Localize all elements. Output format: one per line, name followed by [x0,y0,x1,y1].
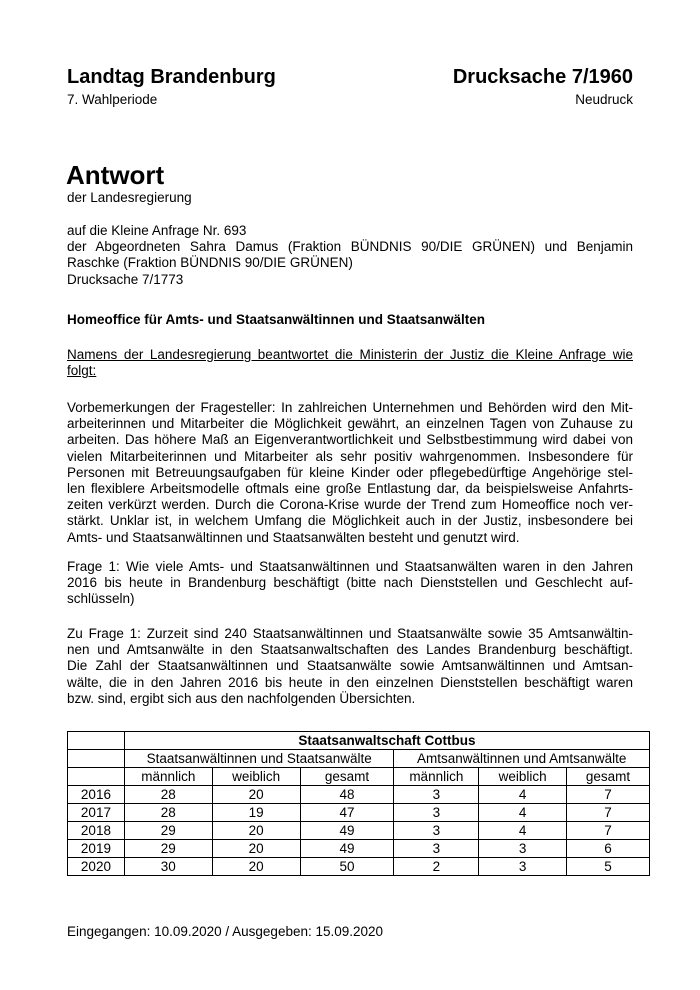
preamble-line: arbeiterinnen und Mitarbeiter die Möglichkeit gewährt, an einzelnen Tagen von Zuhause zu [67,416,633,432]
column-header: weiblich [479,768,567,786]
answer-1-line: Die Zahl der Staatsanwältinnen und Staatsanwälte sowie Amtsanwältinnen und Amtsan- [67,658,633,674]
answer-1-line: wälte, die in den Jahren 2016 bis heute in den einzelnen Dienststellen beschäftigt waren [67,674,633,690]
column-header: gesamt [567,768,650,786]
table-cell: 4 [479,804,567,822]
question-1-line: Frage 1: Wie viele Amts- und Staatsanwältinnen und Staatsanwälten waren in den Jahren [67,559,633,574]
table-cell: 19 [212,804,300,822]
table-cell: 49 [300,822,394,840]
question-1-line: schlüsseln) [67,591,135,607]
column-header: männlich [394,768,479,786]
preamble-line: arbeiten. Das höhere Maß an Eigenverantwortlichkeit und Selbstbestimmung wird dabei von [67,432,633,448]
table-cell: 20 [212,840,300,858]
inquiry-line: auf die Kleine Anfrage Nr. 693 [67,223,247,238]
inquiry-line: Drucksache 7/1773 [67,271,184,287]
group-header-prosecutors: Staatsanwältinnen und Staatsanwälte [124,750,394,768]
table-cell: 30 [124,858,212,876]
preamble-line: stärkt. Unklar ist, in welchem Umfang die Möglichkeit auch in der Justiz, insbesondere bei [67,513,633,529]
footer-dates: Eingegangen: 10.09.2020 / Ausgegeben: 15.09.2020 [67,924,384,939]
table-corner-cell [68,750,125,768]
year-cell: 2020 [68,858,125,876]
reprint-label: Neudruck [575,92,633,107]
preamble-line: len flexiblere Arbeitsmodelle oftmals eine große Entlastung dar, da beispielsweise Anfahrts- [67,481,633,497]
preamble-line: Amts- und Staatsanwältinnen und Staatsanwälten besteht und genutzt wird. [67,529,520,545]
preamble-paragraph [67,400,633,546]
table-cell: 3 [479,840,567,858]
table-cell: 6 [567,840,650,858]
table-row [68,858,650,876]
table-cell: 3 [479,858,567,876]
doc-subtitle: der Landesregierung [67,190,192,205]
inquiry-line: Raschke (Fraktion BÜNDNIS 90/DIE GRÜNEN) [67,255,353,271]
table-cell: 28 [124,786,212,804]
question-1 [67,559,633,608]
parliament-name: Landtag Brandenburg [67,66,276,88]
answer-intro-line: Namens der Landesregierung beantwortet die Ministerin der Justiz die Kleine Anfrage wie [67,347,633,362]
table-cell: 20 [212,822,300,840]
table-cell: 7 [567,804,650,822]
year-cell: 2019 [68,840,125,858]
year-cell: 2017 [68,804,125,822]
column-header: weiblich [212,768,300,786]
table-row [68,786,650,804]
answer-1-line: bzw. sind, ergibt sich aus den nachfolgenden Übersichten. [67,690,416,706]
table-cell: 2 [394,858,479,876]
table-cell: 7 [567,822,650,840]
answer-1-line: nen und Amtsanwälte in den Staatsanwaltschaften des Landes Brandenburg beschäftigt. [67,642,633,658]
table-corner-cell [68,768,125,786]
table-cell: 3 [394,840,479,858]
legislative-period: 7. Wahlperiode [67,92,158,107]
table-cell: 5 [567,858,650,876]
table-cell: 20 [212,858,300,876]
table-cell: 28 [124,804,212,822]
preamble-line: vielen Mitarbeiterinnen und Mitarbeiter als sehr positiv wahrgenommen. Insbesondere für [67,448,633,464]
table-cell: 50 [300,858,394,876]
preamble-line: zeiten verkürzt werden. Durch die Corona-Krise wurde der Trend zum Homeoffice noch ver- [67,497,633,513]
question-1-line: 2016 bis heute in Brandenburg beschäftigt (bitte nach Dienststellen und Geschlecht auf- [67,575,633,591]
subject-heading: Homeoffice für Amts- und Staatsanwältinnen und Staatsanwälten [67,312,486,327]
year-cell: 2016 [68,786,125,804]
table-corner-cell [68,732,125,750]
table-cell: 49 [300,840,394,858]
table-row [68,840,650,858]
column-header: gesamt [300,768,394,786]
table-cell: 7 [567,786,650,804]
doc-title: Antwort [66,160,165,190]
inquiry-reference [67,223,633,288]
table-caption: Staatsanwaltschaft Cottbus [124,732,649,750]
table-cell: 4 [479,822,567,840]
table-row [68,804,650,822]
table-row [68,822,650,840]
table-cell: 29 [124,840,212,858]
table-cell: 3 [394,786,479,804]
table-cell: 47 [300,804,394,822]
answer-intro [67,347,633,379]
group-header-district-attorneys: Amtsanwältinnen und Amtsanwälte [394,750,650,768]
table-cell: 3 [394,804,479,822]
staff-table [67,731,650,876]
preamble-line: Personen mit Betreuungsaufgaben für kleine Kinder oder pflegebedürftige Angehörige stel- [67,464,633,480]
preamble-line: Vorbemerkungen der Fragesteller: In zahlreichen Unternehmen und Behörden wird den Mit- [67,400,633,415]
answer-1-line: Zu Frage 1: Zurzeit sind 240 Staatsanwältinnen und Staatsanwälte sowie 35 Amtsanwältin- [67,626,633,641]
answer-1 [67,626,633,707]
inquiry-line: der Abgeordneten Sahra Damus (Fraktion BÜNDNIS 90/DIE GRÜNEN) und Benjamin [67,239,633,255]
table-cell: 20 [212,786,300,804]
year-cell: 2018 [68,822,125,840]
table-cell: 4 [479,786,567,804]
document-number: Drucksache 7/1960 [452,66,633,88]
column-header: männlich [124,768,212,786]
table-cell: 48 [300,786,394,804]
table-cell: 3 [394,822,479,840]
table-cell: 29 [124,822,212,840]
answer-intro-line: folgt: [67,363,97,379]
